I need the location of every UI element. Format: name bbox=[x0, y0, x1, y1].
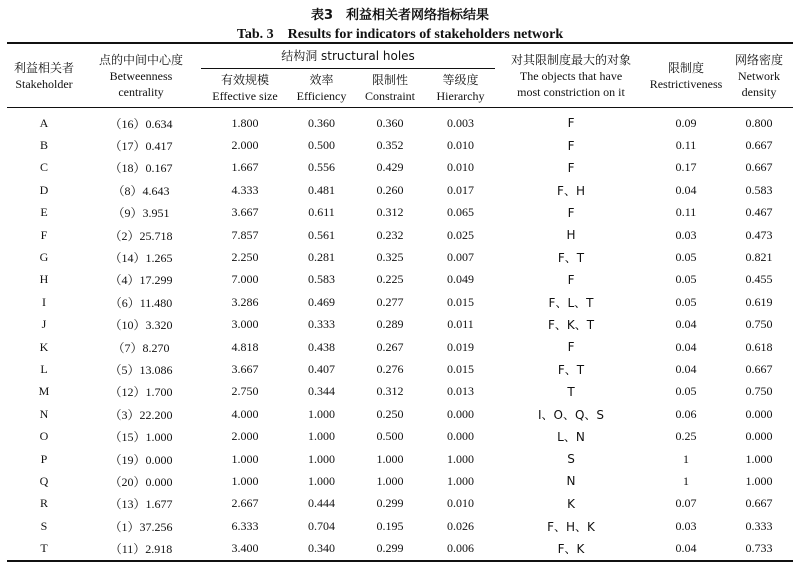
cell-hierarchy: 0.065 bbox=[447, 205, 474, 220]
cell-efficiency: 0.360 bbox=[308, 115, 335, 130]
cell-density: 1.000 bbox=[745, 451, 773, 466]
cell-restrictiveness: 0.07 bbox=[675, 496, 697, 511]
cell-density: 0.667 bbox=[745, 138, 773, 153]
cell-stakeholder: J bbox=[41, 317, 47, 332]
cell-betweenness: （18）0.167 bbox=[109, 161, 173, 176]
header-structural-holes-label: 结构洞 structural holes bbox=[281, 49, 415, 63]
header-density bbox=[725, 43, 793, 108]
cell-efficiency: 0.500 bbox=[308, 138, 335, 153]
cell-constraint: 1.000 bbox=[376, 473, 404, 488]
table-row bbox=[7, 314, 793, 336]
cell-constraint: 0.325 bbox=[376, 250, 404, 265]
cell-restrictiveness: 1 bbox=[683, 451, 690, 466]
cell-effective-size: 3.667 bbox=[231, 361, 259, 376]
cell-constraint: 0.299 bbox=[354, 537, 426, 560]
cell-betweenness: （7）8.270 bbox=[112, 340, 170, 355]
cell-restrictiveness: 0.04 bbox=[675, 339, 697, 354]
cell-effective-size: 2.250 bbox=[231, 250, 259, 265]
cell-density: 0.333 bbox=[745, 518, 773, 533]
cell-restrictiveness: 0.05 bbox=[675, 384, 697, 399]
cell-restrictiveness: 0.05 bbox=[675, 294, 697, 309]
cell-hierarchy: 0.019 bbox=[447, 339, 474, 354]
header-row-1 bbox=[7, 43, 793, 69]
cell-objects: I、O、Q、S bbox=[537, 407, 605, 422]
cell-constraint: 0.232 bbox=[376, 227, 404, 242]
cell-restrictiveness: 0.04 bbox=[675, 182, 697, 197]
cell-constraint: 0.277 bbox=[376, 294, 404, 309]
cell-stakeholder: P bbox=[40, 451, 48, 466]
cell-efficiency: 0.281 bbox=[308, 250, 335, 265]
results-table bbox=[7, 42, 793, 562]
cell-objects: F bbox=[567, 205, 575, 220]
cell-objects: F、T bbox=[557, 251, 585, 266]
header-objects bbox=[495, 43, 647, 108]
cell-constraint: 0.429 bbox=[376, 160, 404, 175]
cell-hierarchy: 0.011 bbox=[447, 317, 474, 332]
cell-betweenness: （1）37.256 bbox=[109, 519, 173, 534]
cell-effective-size: 4.818 bbox=[231, 339, 259, 354]
cell-efficiency: 1.000 bbox=[308, 451, 335, 466]
table-row bbox=[7, 246, 793, 268]
cell-constraint: 0.225 bbox=[376, 272, 404, 287]
table-row bbox=[7, 425, 793, 447]
cell-efficiency: 0.583 bbox=[308, 272, 335, 287]
cell-stakeholder: K bbox=[39, 339, 49, 354]
table-caption-cn: 表3 利益相关者网络指标结果 bbox=[310, 8, 490, 23]
header-betweenness bbox=[81, 43, 201, 108]
cell-betweenness: （5）13.086 bbox=[109, 362, 173, 377]
header-objects-en2: most constriction on it bbox=[517, 84, 625, 99]
cell-betweenness: （10）3.320 bbox=[109, 318, 173, 333]
cell-restrictiveness: 0.17 bbox=[675, 160, 697, 175]
cell-stakeholder: M bbox=[38, 384, 50, 399]
header-stakeholder bbox=[7, 43, 81, 108]
cell-stakeholder: C bbox=[39, 160, 48, 175]
cell-betweenness: （19）0.000 bbox=[109, 452, 173, 467]
header-density-en1: Network bbox=[738, 68, 781, 83]
header-hierarchy-en: Hierarchy bbox=[436, 89, 485, 103]
cell-hierarchy: 0.010 bbox=[447, 496, 474, 511]
cell-density: 0.750 bbox=[745, 384, 773, 399]
cell-stakeholder: E bbox=[40, 205, 48, 220]
cell-objects: N bbox=[566, 474, 576, 489]
cell-density: 0.000 bbox=[745, 406, 773, 421]
cell-constraint: 1.000 bbox=[376, 451, 404, 466]
cell-betweenness: （14）1.265 bbox=[109, 251, 173, 266]
cell-effective-size: 3.667 bbox=[231, 205, 259, 220]
cell-objects: F、L、T bbox=[548, 295, 594, 310]
cell-efficiency: 0.333 bbox=[308, 317, 335, 332]
table-row bbox=[7, 134, 793, 156]
cell-constraint: 0.195 bbox=[376, 518, 404, 533]
cell-restrictiveness: 0.09 bbox=[675, 115, 697, 130]
cell-betweenness: （3）22.200 bbox=[109, 407, 173, 422]
cell-stakeholder: A bbox=[39, 115, 49, 130]
cell-efficiency: 1.000 bbox=[308, 473, 335, 488]
cell-constraint: 0.276 bbox=[376, 361, 404, 376]
cell-density: 0.800 bbox=[745, 115, 773, 130]
cell-restrictiveness: 0.11 bbox=[675, 138, 697, 153]
header-restrictiveness-en: Restrictiveness bbox=[649, 76, 723, 91]
cell-restrictiveness: 0.11 bbox=[675, 205, 697, 220]
cell-effective-size: 1.000 bbox=[231, 451, 259, 466]
cell-constraint: 0.352 bbox=[376, 138, 404, 153]
table-row bbox=[7, 336, 793, 358]
table-row bbox=[7, 358, 793, 380]
cell-effective-size: 3.000 bbox=[231, 317, 259, 332]
cell-density: 0.733 bbox=[725, 537, 793, 560]
cell-constraint: 0.312 bbox=[376, 205, 404, 220]
header-hierarchy-cn: 等级度 bbox=[442, 73, 479, 87]
cell-density: 0.473 bbox=[745, 227, 773, 242]
cell-density: 0.000 bbox=[745, 429, 773, 444]
table-body bbox=[7, 108, 793, 561]
cell-objects: F bbox=[567, 340, 575, 355]
cell-effective-size: 3.286 bbox=[231, 294, 259, 309]
cell-restrictiveness: 0.03 bbox=[675, 518, 697, 533]
cell-efficiency: 1.000 bbox=[308, 406, 335, 421]
header-objects-cn: 对其限制度最大的对象 bbox=[511, 52, 632, 67]
cell-density: 0.667 bbox=[745, 496, 773, 511]
cell-hierarchy: 1.000 bbox=[447, 451, 474, 466]
cell-restrictiveness: 0.05 bbox=[675, 250, 697, 265]
header-betweenness-cn: 点的中间中心度 bbox=[98, 52, 183, 67]
cell-stakeholder: Q bbox=[39, 473, 49, 488]
cell-restrictiveness: 0.04 bbox=[647, 537, 725, 560]
cell-stakeholder: D bbox=[39, 182, 49, 197]
cell-constraint: 0.312 bbox=[376, 384, 404, 399]
cell-effective-size: 1.800 bbox=[231, 115, 259, 130]
cell-objects: K bbox=[567, 496, 575, 511]
cell-restrictiveness: 0.05 bbox=[675, 272, 697, 287]
cell-objects: F、K、T bbox=[547, 318, 595, 333]
cell-betweenness: （4）17.299 bbox=[109, 273, 173, 288]
cell-objects: L、N bbox=[557, 430, 585, 445]
cell-betweenness: （13）1.677 bbox=[109, 497, 173, 512]
cell-constraint: 0.360 bbox=[376, 115, 404, 130]
cell-stakeholder: L bbox=[40, 361, 48, 376]
cell-effective-size: 2.667 bbox=[231, 496, 259, 511]
cell-efficiency: 0.561 bbox=[308, 227, 335, 242]
table-caption-en: Tab. 3 Results for indicators of stakeholders network bbox=[236, 27, 564, 42]
cell-stakeholder: H bbox=[39, 272, 49, 287]
cell-constraint: 0.289 bbox=[376, 317, 404, 332]
cell-constraint: 0.250 bbox=[376, 406, 404, 421]
cell-hierarchy: 0.007 bbox=[447, 250, 474, 265]
table-row bbox=[7, 470, 793, 492]
header-constraint-cn: 限制性 bbox=[371, 73, 408, 87]
cell-effective-size: 1.667 bbox=[231, 160, 259, 175]
cell-restrictiveness: 0.06 bbox=[675, 406, 697, 421]
cell-stakeholder: R bbox=[39, 496, 48, 511]
header-efficiency-en: Efficiency bbox=[296, 89, 347, 103]
cell-betweenness: （11）2.918 bbox=[81, 537, 201, 560]
cell-stakeholder: O bbox=[39, 429, 49, 444]
cell-betweenness: （17）0.417 bbox=[109, 139, 173, 154]
cell-efficiency: 0.444 bbox=[308, 496, 335, 511]
cell-stakeholder: F bbox=[40, 227, 48, 242]
cell-hierarchy: 0.010 bbox=[447, 138, 474, 153]
header-objects-en1: The objects that have bbox=[519, 68, 623, 83]
cell-restrictiveness: 0.03 bbox=[675, 227, 697, 242]
header-efficiency-cn: 效率 bbox=[309, 73, 334, 87]
cell-objects: F bbox=[567, 272, 575, 287]
cell-effective-size: 4.000 bbox=[231, 406, 259, 421]
cell-hierarchy: 0.003 bbox=[447, 115, 474, 130]
cell-stakeholder: I bbox=[42, 294, 46, 309]
cell-efficiency: 0.556 bbox=[308, 160, 335, 175]
table-row bbox=[7, 448, 793, 470]
cell-efficiency: 0.344 bbox=[308, 384, 335, 399]
cell-objects: T bbox=[567, 384, 575, 399]
cell-effective-size: 3.400 bbox=[201, 537, 289, 560]
cell-density: 0.750 bbox=[745, 317, 773, 332]
cell-stakeholder: S bbox=[40, 518, 48, 533]
cell-hierarchy: 0.000 bbox=[447, 406, 474, 421]
header-effective-size-cn: 有效规模 bbox=[220, 73, 269, 87]
cell-effective-size: 2.000 bbox=[231, 138, 259, 153]
cell-effective-size: 2.000 bbox=[231, 429, 259, 444]
cell-stakeholder: N bbox=[39, 406, 49, 421]
cell-betweenness: （6）11.480 bbox=[109, 295, 173, 310]
cell-constraint: 0.299 bbox=[376, 496, 404, 511]
cell-density: 0.467 bbox=[745, 205, 773, 220]
table-row bbox=[7, 381, 793, 403]
header-betweenness-en2: centrality bbox=[118, 84, 164, 99]
cell-betweenness: （2）25.718 bbox=[109, 228, 173, 243]
cell-effective-size: 4.333 bbox=[231, 182, 259, 197]
table-row bbox=[7, 515, 793, 537]
table-row bbox=[7, 493, 793, 515]
cell-objects: F、K bbox=[495, 537, 647, 560]
cell-constraint: 0.500 bbox=[376, 429, 404, 444]
cell-stakeholder: T bbox=[7, 537, 81, 560]
cell-objects: S bbox=[567, 452, 575, 467]
header-betweenness-en1: Betweenness bbox=[109, 68, 173, 83]
cell-density: 0.821 bbox=[745, 250, 773, 265]
cell-betweenness: （15）1.000 bbox=[109, 430, 173, 445]
cell-objects: F、H、K bbox=[547, 519, 595, 534]
header-effective-size-en: Effective size bbox=[212, 89, 278, 103]
cell-hierarchy: 0.015 bbox=[447, 294, 474, 309]
table-row bbox=[7, 224, 793, 246]
cell-density: 0.455 bbox=[745, 272, 773, 287]
cell-efficiency: 1.000 bbox=[308, 429, 335, 444]
cell-hierarchy: 0.017 bbox=[447, 182, 474, 197]
table-row bbox=[7, 269, 793, 291]
header-restrictiveness bbox=[647, 43, 725, 108]
cell-objects: F bbox=[567, 116, 575, 131]
cell-restrictiveness: 0.04 bbox=[675, 361, 697, 376]
cell-hierarchy: 0.015 bbox=[447, 361, 474, 376]
cell-density: 0.583 bbox=[745, 182, 773, 197]
cell-stakeholder: G bbox=[39, 250, 49, 265]
cell-hierarchy: 0.010 bbox=[447, 160, 474, 175]
cell-hierarchy: 0.013 bbox=[447, 384, 474, 399]
cell-objects: F、T bbox=[557, 362, 585, 377]
cell-betweenness: （16）0.634 bbox=[109, 116, 173, 131]
table-row bbox=[7, 403, 793, 425]
cell-density: 0.667 bbox=[745, 160, 773, 175]
cell-restrictiveness: 0.04 bbox=[675, 317, 697, 332]
cell-effective-size: 7.857 bbox=[231, 227, 259, 242]
cell-density: 0.667 bbox=[745, 361, 773, 376]
header-density-cn: 网络密度 bbox=[735, 52, 784, 67]
header-stakeholder-cn: 利益相关者 bbox=[13, 60, 74, 75]
cell-stakeholder: B bbox=[39, 138, 48, 153]
cell-objects: F、H bbox=[557, 183, 585, 198]
cell-efficiency: 0.469 bbox=[308, 294, 335, 309]
header-structural-holes bbox=[201, 43, 495, 69]
table-row bbox=[7, 291, 793, 313]
cell-efficiency: 0.704 bbox=[308, 518, 335, 533]
cell-efficiency: 0.481 bbox=[308, 182, 335, 197]
table-row bbox=[7, 108, 793, 135]
cell-efficiency: 0.340 bbox=[289, 537, 354, 560]
cell-efficiency: 0.611 bbox=[308, 205, 335, 220]
table-row bbox=[7, 202, 793, 224]
table-row bbox=[7, 179, 793, 201]
cell-hierarchy: 0.000 bbox=[447, 429, 474, 444]
cell-betweenness: （20）0.000 bbox=[109, 474, 173, 489]
header-density-en2: density bbox=[741, 84, 777, 99]
header-hierarchy bbox=[426, 69, 495, 108]
cell-density: 0.619 bbox=[745, 294, 773, 309]
cell-hierarchy: 0.026 bbox=[447, 518, 474, 533]
cell-hierarchy: 1.000 bbox=[447, 473, 474, 488]
cell-betweenness: （8）4.643 bbox=[112, 183, 170, 198]
cell-objects: F bbox=[567, 160, 575, 175]
cell-constraint: 0.267 bbox=[376, 339, 404, 354]
cell-hierarchy: 0.025 bbox=[447, 227, 474, 242]
header-efficiency bbox=[289, 69, 354, 108]
header-restrictiveness-cn: 限制度 bbox=[668, 60, 705, 75]
cell-effective-size: 7.000 bbox=[231, 272, 259, 287]
header-constraint bbox=[354, 69, 426, 108]
cell-constraint: 0.260 bbox=[376, 182, 404, 197]
cell-restrictiveness: 1 bbox=[683, 473, 690, 488]
header-stakeholder-en: Stakeholder bbox=[15, 76, 73, 91]
cell-density: 1.000 bbox=[745, 473, 773, 488]
cell-effective-size: 1.000 bbox=[231, 473, 259, 488]
cell-efficiency: 0.407 bbox=[308, 361, 335, 376]
cell-betweenness: （9）3.951 bbox=[112, 206, 170, 221]
cell-efficiency: 0.438 bbox=[308, 339, 335, 354]
cell-density: 0.618 bbox=[745, 339, 773, 354]
cell-effective-size: 6.333 bbox=[231, 518, 259, 533]
table-row bbox=[7, 157, 793, 179]
cell-hierarchy: 0.006 bbox=[426, 537, 495, 560]
cell-restrictiveness: 0.25 bbox=[675, 429, 697, 444]
header-constraint-en: Constraint bbox=[365, 89, 415, 103]
cell-effective-size: 2.750 bbox=[231, 384, 259, 399]
cell-betweenness: （12）1.700 bbox=[109, 385, 173, 400]
cell-hierarchy: 0.049 bbox=[447, 272, 474, 287]
cell-objects: F bbox=[567, 138, 575, 153]
header-effective-size bbox=[201, 69, 289, 108]
cell-objects: H bbox=[566, 228, 576, 243]
table-row bbox=[7, 537, 793, 560]
